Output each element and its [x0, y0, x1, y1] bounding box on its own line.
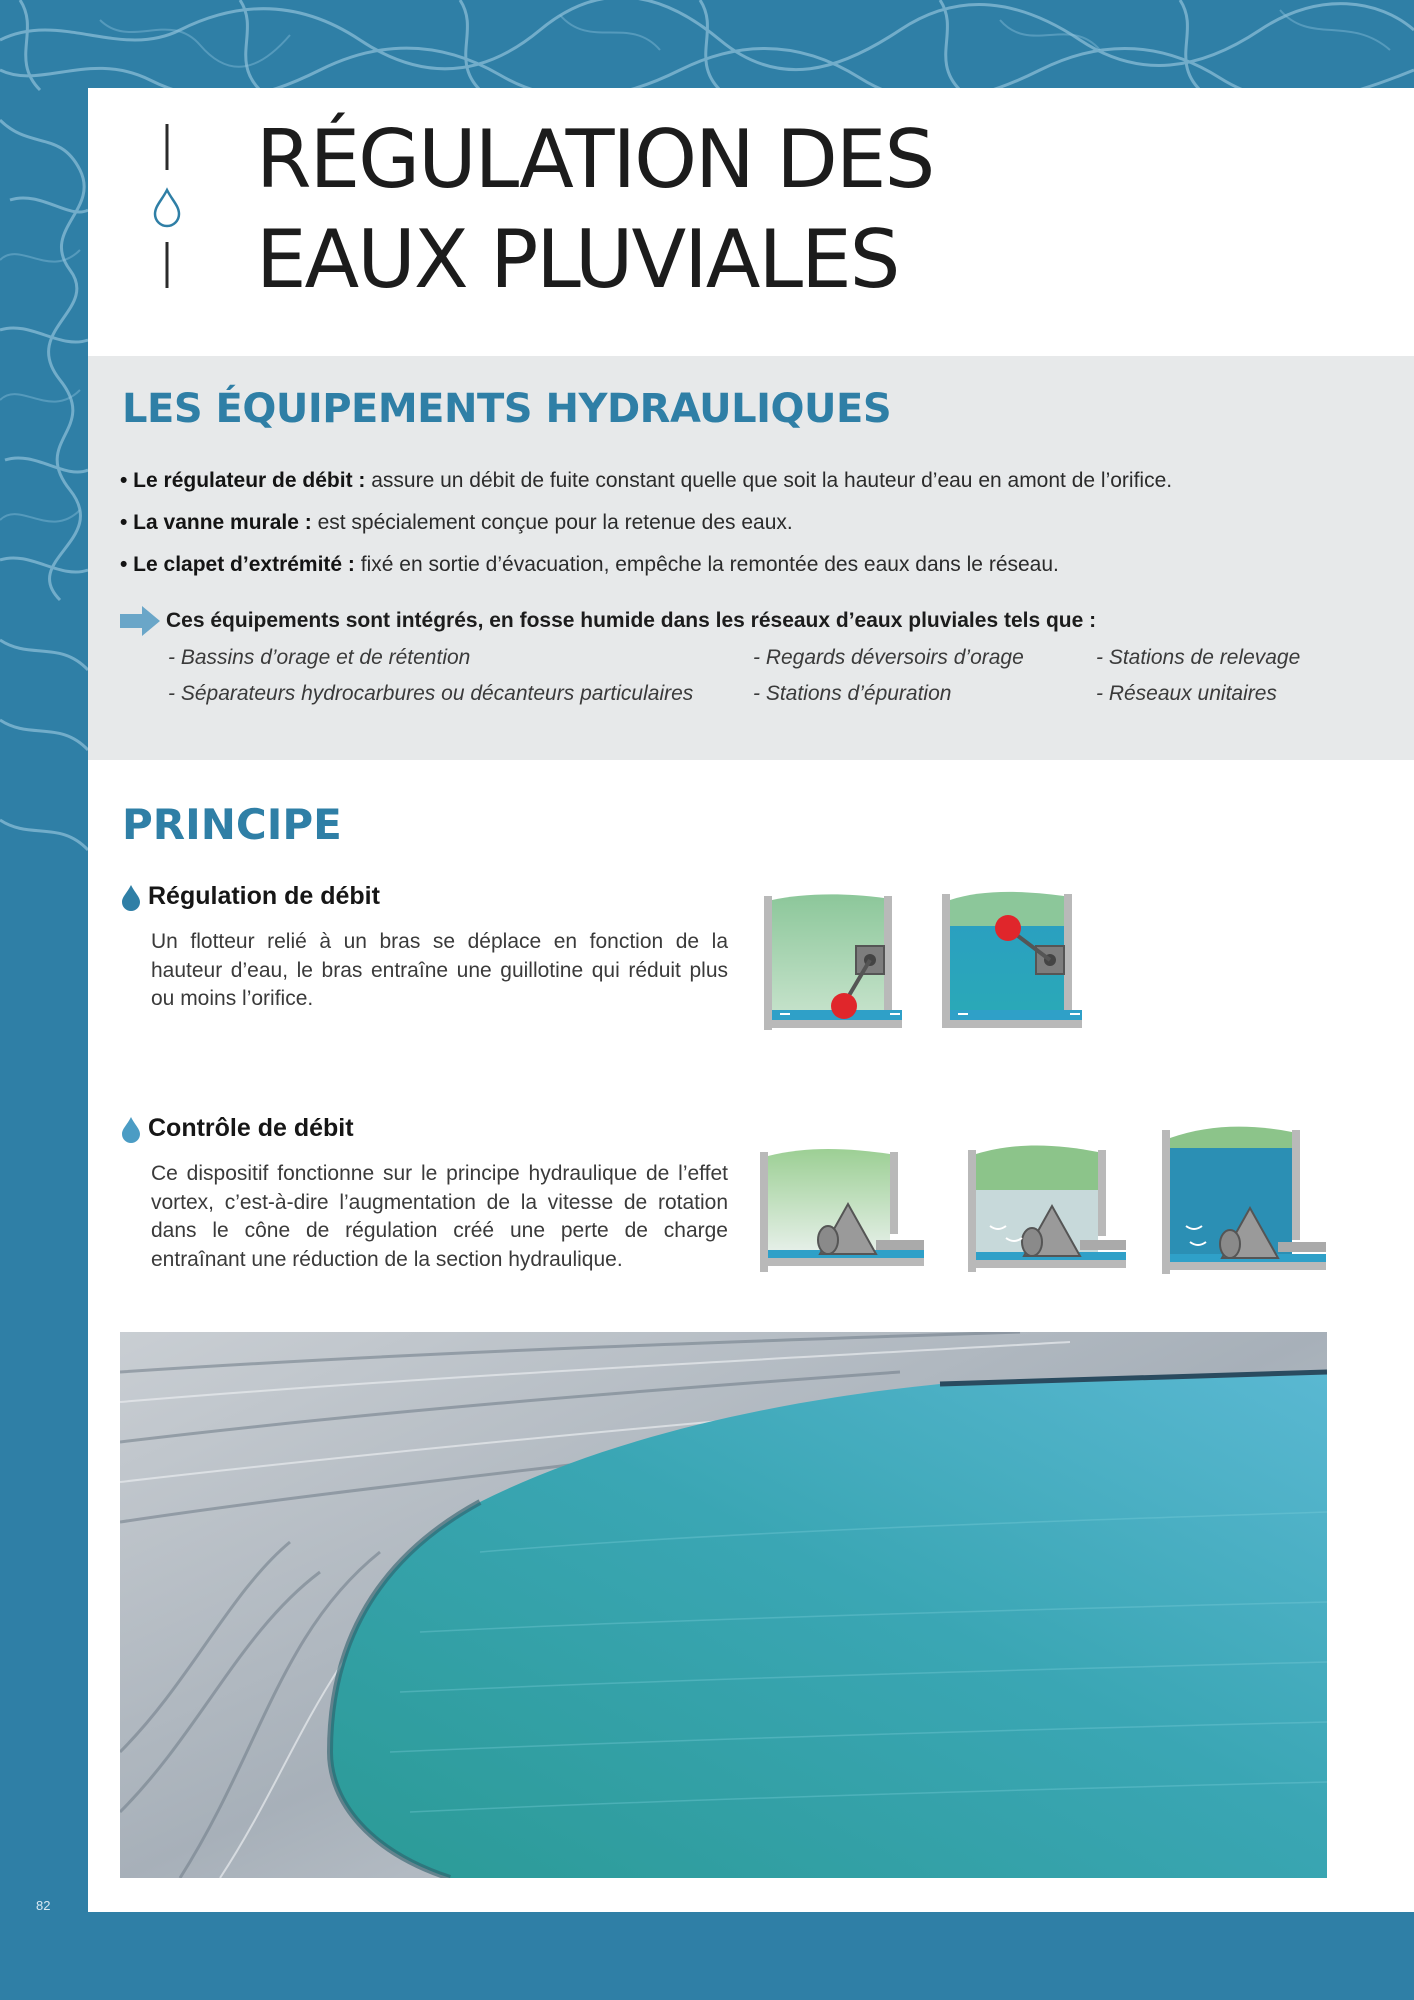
regulation-text: Un flotteur relié à un bras se déplace en fonction de la hauteur d’eau, le bras entraîne une guillotine qui réduit plus ou moins l’orifice.	[151, 930, 728, 1010]
lead-row	[120, 604, 1096, 638]
regulation-subheading	[120, 882, 380, 911]
controle-title: Contrôle de débit	[148, 1114, 354, 1142]
vortex-diagram-empty	[758, 1144, 926, 1276]
list-item-text: est spécialement conçue pour la retenue des eaux.	[311, 511, 793, 534]
regulation-diagram-low	[760, 886, 906, 1042]
equipements-heading: LES ÉQUIPEMENTS HYDRAULIQUES	[122, 386, 892, 432]
list-item-term: • La vanne murale :	[120, 511, 312, 534]
regulation-title: Régulation de débit	[148, 882, 380, 910]
water-drop-icon	[120, 1115, 142, 1143]
list-item: - Réseaux unitaires	[1096, 682, 1277, 705]
list-item-text: fixé en sortie d’évacuation, empêche la remontée des eaux dans le réseau.	[354, 553, 1059, 576]
list-item: - Stations d’épuration	[753, 682, 952, 705]
footer-band	[0, 1912, 1414, 2000]
list-item	[120, 544, 1172, 586]
uses-column-3	[1096, 640, 1300, 712]
controle-subheading	[120, 1114, 354, 1143]
list-item-term: • Le clapet d’extrémité :	[120, 553, 355, 576]
controle-text: Ce dispositif fonctionne sur le principe hydraulique de l’effet vortex, c’est-à-dire l’augmentation de la vitesse de rotation dans le cône de régulation créé une perte de charge entraînant une réduction de la section hydraulique.	[151, 1162, 728, 1271]
list-item: - Regards déversoirs d’orage	[753, 646, 1024, 669]
page-title-line2: EAUX PLUVIALES	[256, 213, 899, 306]
page-title-line1: RÉGULATION DES	[256, 113, 934, 206]
list-item: - Stations de relevage	[1096, 646, 1301, 669]
list-item-text: assure un débit de fuite constant quelle que soit la hauteur d’eau en amont de l’orifice.	[365, 469, 1173, 492]
uses-column-2	[753, 640, 1024, 712]
page-title	[256, 110, 933, 310]
lead-text: Ces équipements sont intégrés, en fosse humide dans les réseaux d’eaux pluviales tels que :	[166, 609, 1097, 632]
list-item-term: • Le régulateur de débit :	[120, 469, 366, 492]
arrow-right-icon	[120, 606, 160, 636]
retention-basin-photo	[120, 1332, 1327, 1878]
principe-heading: PRINCIPE	[122, 800, 342, 849]
page-number: 82	[36, 1898, 51, 1913]
list-item	[120, 460, 1172, 502]
water-drop-icon	[152, 124, 182, 292]
vortex-diagram-full	[1160, 1118, 1328, 1278]
list-item	[120, 502, 1172, 544]
list-item: - Bassins d’orage et de rétention	[168, 646, 471, 669]
equipements-panel	[88, 356, 1414, 760]
water-drop-icon	[120, 883, 142, 911]
uses-column-1	[168, 640, 693, 712]
vortex-diagram-half	[966, 1140, 1130, 1276]
equipements-list	[120, 460, 1172, 586]
regulation-diagram-high	[940, 886, 1086, 1042]
list-item: - Séparateurs hydrocarbures ou décanteurs particulaires	[168, 682, 694, 705]
